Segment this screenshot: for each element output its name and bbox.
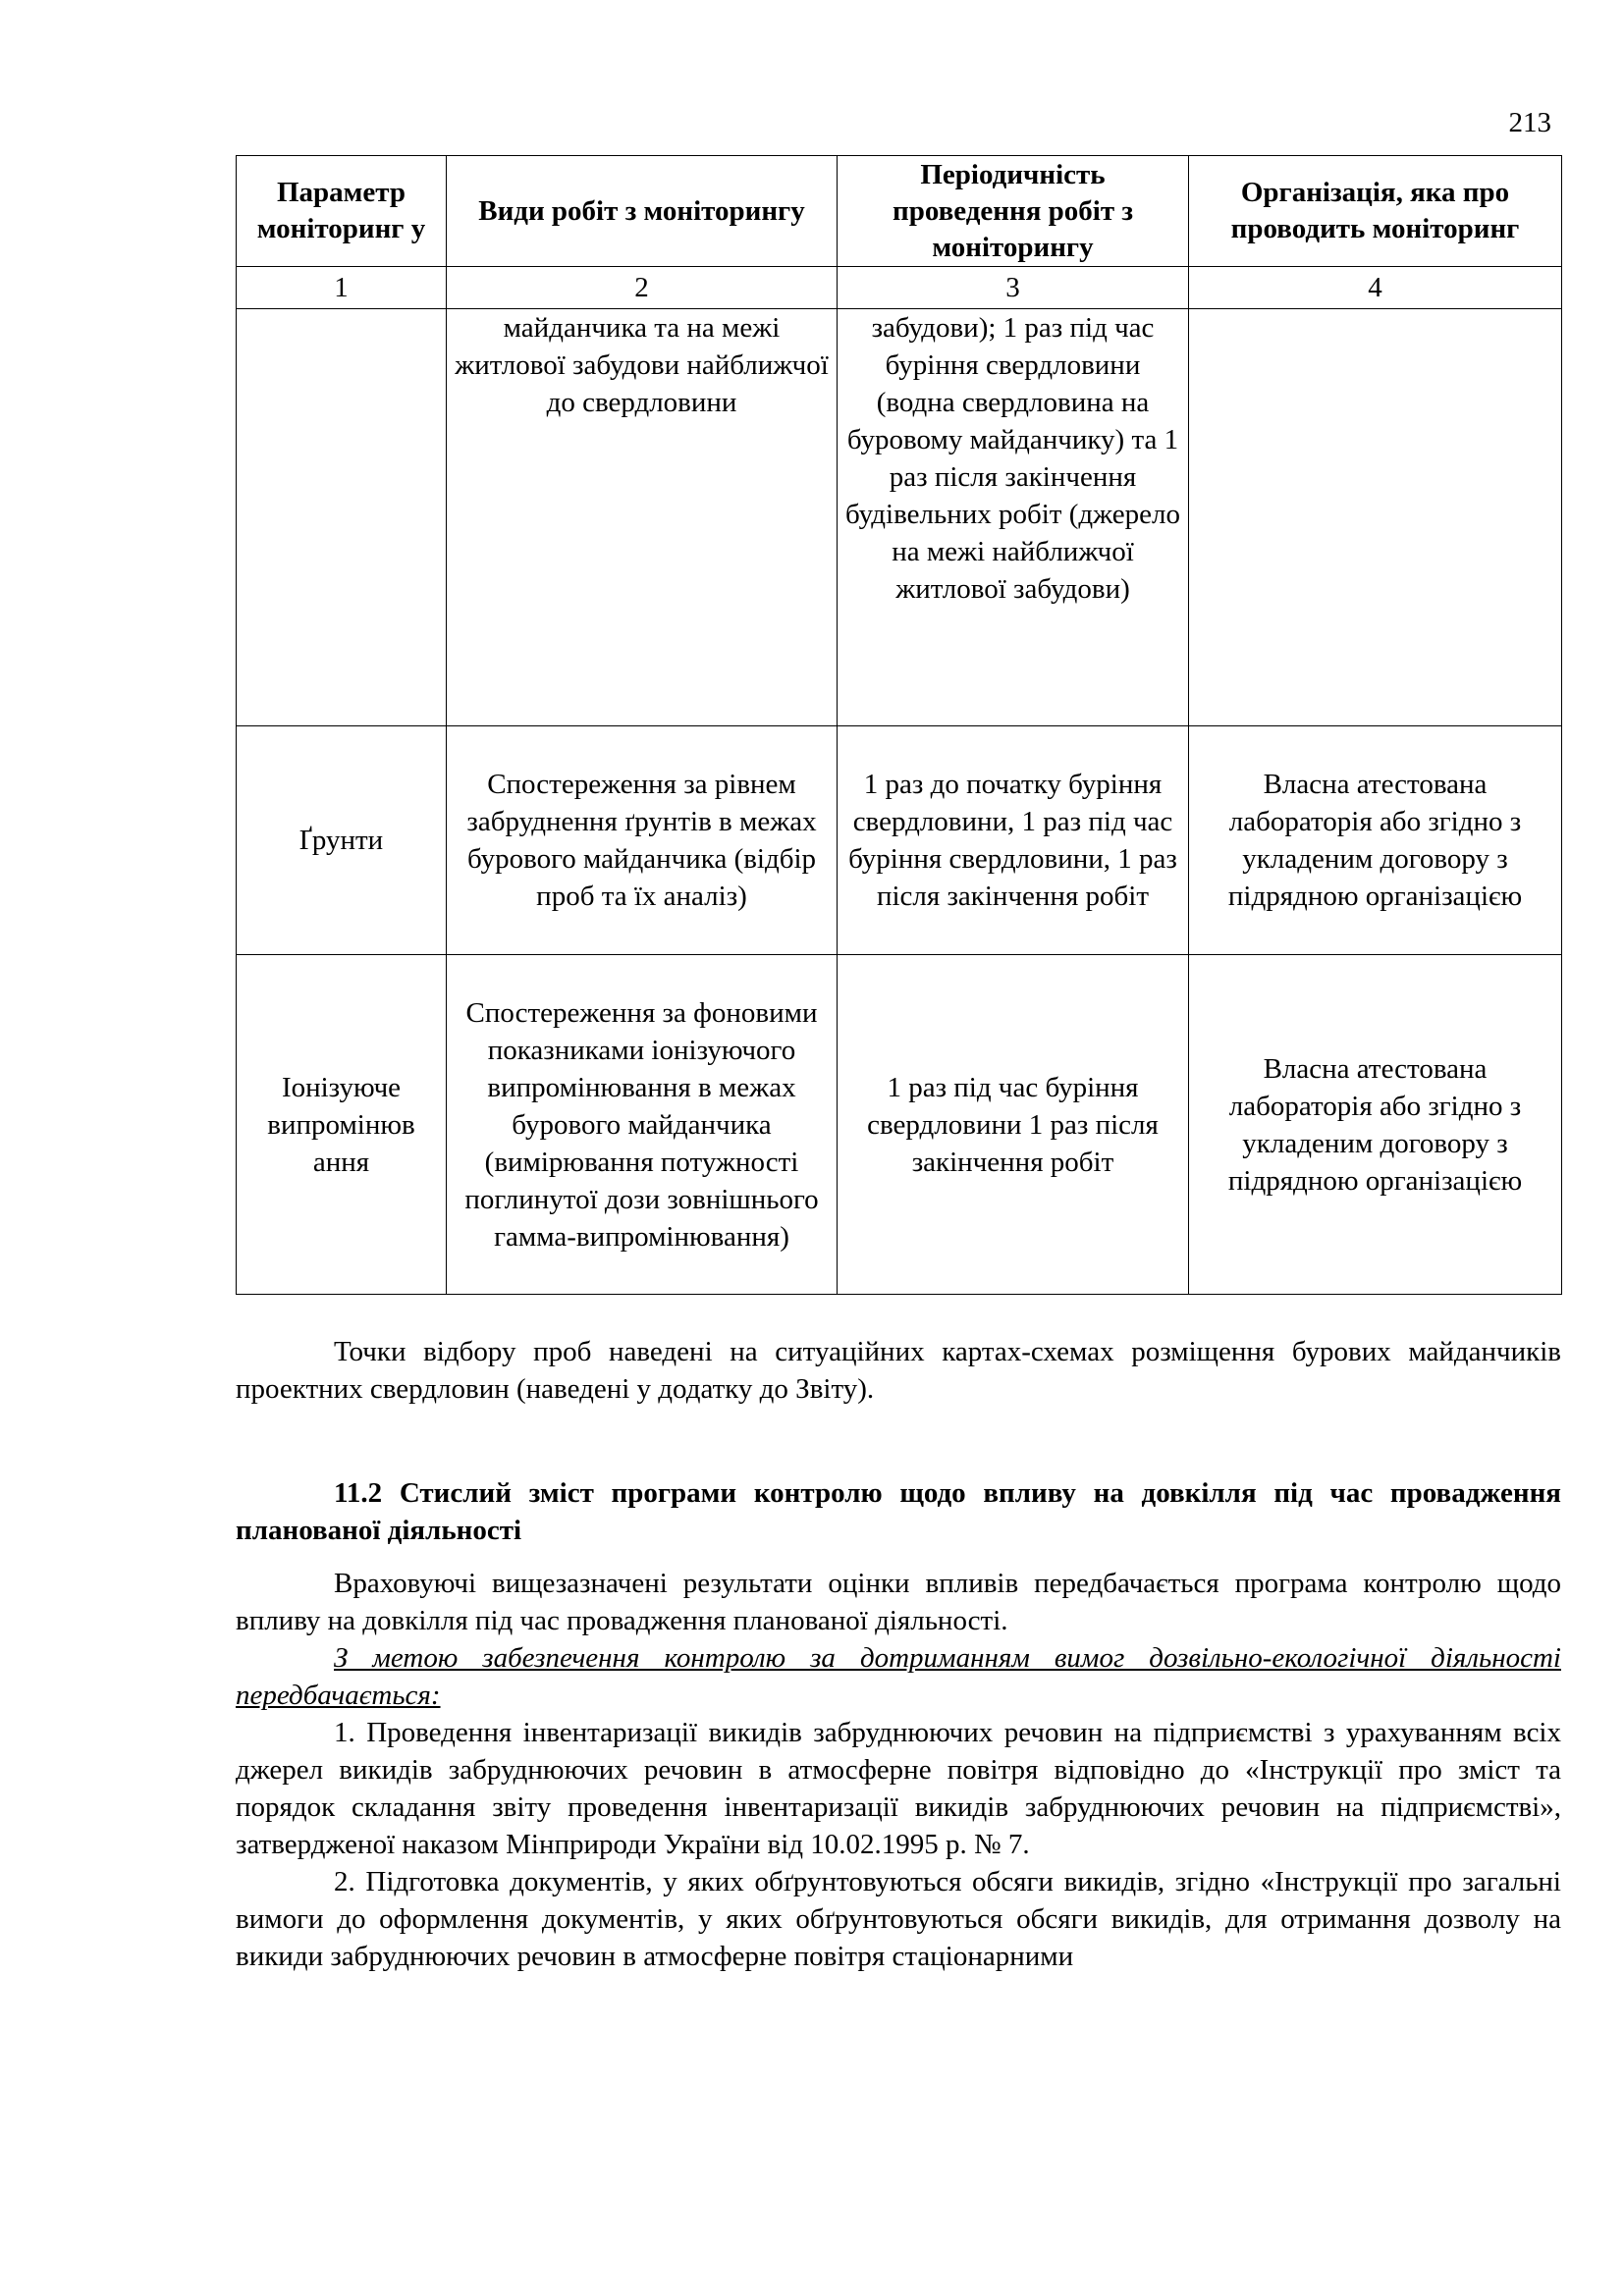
list-item: 1. Проведення інвентаризації викидів забруднюючих речовин на підприємстві з урахуванням всіх джерел викидів забруднюючих речовин в атмосферне повітря відповідно до «Інструкції про зміст та порядок складання звіту проведення інвентаризації викидів забруднюючих речовин на підприємстві», затвердженої наказом Мінприроди України від 10.02.1995 р. № 7. — [236, 1717, 1561, 1860]
table-row — [237, 955, 1562, 1295]
cell-parameter: Ґрунти — [237, 726, 447, 955]
cell-organization: Власна атестована лабораторія або згідно з укладеним договору з підрядною організацією — [1189, 955, 1562, 1295]
column-number: 4 — [1189, 267, 1562, 309]
table-header-row — [237, 156, 1562, 267]
subheading — [236, 1639, 1561, 1714]
paragraph: Точки відбору проб наведені на ситуаційних картах-схемах розміщення бурових майданчиків проектних свердловин (наведені у додатку до Звіту). — [236, 1336, 1561, 1405]
cell-parameter — [237, 309, 447, 726]
list-item: 2. Підготовка документів, у яких обґрунтовуються обсяги викидів, згідно «Інструкції про загальні вимоги до оформлення документів, у яких обґрунтовуються обсяги викидів, для отримання дозволу на викиди забруднюючих речовин в атмосферне повітря стаціонарними — [236, 1866, 1561, 1972]
cell-periodicity: 1 раз під час буріння свердловини 1 раз після закінчення робіт — [838, 955, 1189, 1295]
after-table-text — [236, 1333, 1561, 1408]
cell-organization: Власна атестована лабораторія або згідно з укладеним договору з підрядною організацією — [1189, 726, 1562, 955]
cell-works: Спостереження за фоновими показниками іонізуючого випромінювання в межах бурового майданчика (вимірювання потужності поглинутої дози зовнішнього гамма-випромінювання) — [447, 955, 838, 1295]
header-organization: Організація, яка про проводить моніторинг — [1189, 156, 1562, 267]
header-parameter: Параметр моніторинг у — [237, 156, 447, 267]
cell-periodicity: забудови); 1 раз під час буріння свердловини (водна свердловина на буровому майданчику) та 1 раз після закінчення будівельних робіт (джерело на межі найближчої житлової забудови) — [838, 309, 1189, 726]
cell-works: Спостереження за рівнем забруднення ґрунтів в межах бурового майданчика (відбір проб та їх аналіз) — [447, 726, 838, 955]
subheading-text: З метою забезпечення контролю за дотриманням вимог дозвільно-екологічної діяльності передбачається: — [236, 1642, 1561, 1711]
cell-periodicity: 1 раз до початку буріння свердловини, 1 раз під час буріння свердловини, 1 раз після закінчення робіт — [838, 726, 1189, 955]
cell-organization — [1189, 309, 1562, 726]
page-number: 213 — [1508, 107, 1551, 138]
column-number-row — [237, 267, 1562, 309]
column-number: 2 — [447, 267, 838, 309]
column-number: 3 — [838, 267, 1189, 309]
table-row — [237, 309, 1562, 726]
paragraph: Враховуючі вищезазначені результати оцінки впливів передбачається програма контролю щодо впливу на довкілля під час провадження планованої діяльності. — [236, 1568, 1561, 1636]
monitoring-table — [236, 155, 1562, 1295]
cell-works: майданчика та на межі житлової забудови найближчої до свердловини — [447, 309, 838, 726]
cell-parameter: Іонізуюче випромінюв ання — [237, 955, 447, 1295]
header-works: Види робіт з моніторингу — [447, 156, 838, 267]
header-periodicity: Періодичність проведення робіт з моніторингу — [838, 156, 1189, 267]
column-number: 1 — [237, 267, 447, 309]
table-row — [237, 726, 1562, 955]
section-heading: 11.2 Стислий зміст програми контролю щодо впливу на довкілля під час провадження планованої діяльності — [236, 1477, 1561, 1546]
section-11-2 — [236, 1474, 1561, 1975]
